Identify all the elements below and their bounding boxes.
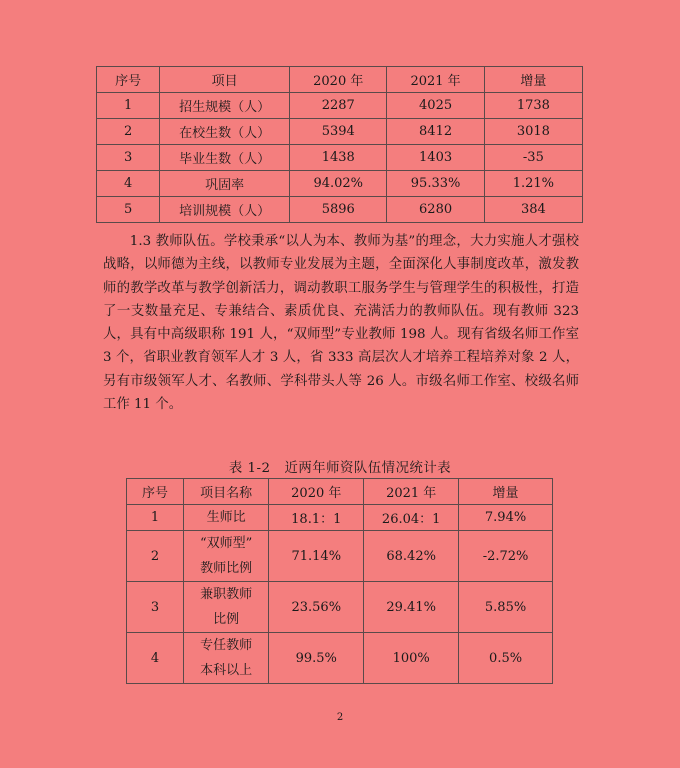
cell: -2.72% [459,531,553,582]
cell: 巩固率 [160,171,290,197]
cell: 3018 [484,119,582,145]
cell: 2287 [290,93,387,119]
body-paragraph: 1.3 教师队伍。学校秉承“以人为本、教师为基”的理念，大力实施人才强校战略，以师德为主线，以教师专业发展为主题，全面深化人事制度改革，激发教师的教学改革与教学创新活力，调动教职工服务学生与管理学生的积极性，打造了一支数量充足、专兼结合、素质优良、充满活力的教师队伍。现有教师 323 人，具有中高级职称 191 人，“双师型”专业教师 198 人。现有省级名师工作室 3 个，省职业教育领军人才 3 人，省 333 高层次人才培养工程培养对象 2 人，另有市级领军人才、名教师、学科带头人等 26 人。市级名师工作室、校级名师工作 11 个。 [103,234,579,413]
cell: -35 [484,145,582,171]
cell: 3 [127,582,184,633]
col-header: 增量 [484,67,582,93]
cell-line: 生师比 [206,510,246,525]
cell: 5394 [290,119,387,145]
cell: 3 [97,145,160,171]
cell [183,633,268,684]
cell: 2 [127,531,184,582]
table-header-row [97,67,583,93]
faculty-table [126,478,553,684]
cell: 68.42% [364,531,459,582]
cell: 71.14% [269,531,364,582]
cell-line: 兼职教师 [200,587,253,602]
cell: 5.85% [459,582,553,633]
cell: 1438 [290,145,387,171]
cell-line: 比例 [213,612,240,627]
col-header: 序号 [97,67,160,93]
col-header: 2021 年 [364,479,459,505]
col-header: 2021 年 [387,67,484,93]
cell [183,505,268,531]
cell: 2 [97,119,160,145]
cell-line: 本科以上 [200,663,253,678]
table-header-row [127,479,553,505]
table-row [127,582,553,633]
cell-line: 专任教师 [200,638,253,653]
cell: 100% [364,633,459,684]
col-header: 序号 [127,479,184,505]
cell: 384 [484,197,582,223]
col-header: 项目 [160,67,290,93]
cell: 7.94% [459,505,553,531]
cell: 招生规模（人） [160,93,290,119]
cell: 99.5% [269,633,364,684]
cell [183,582,268,633]
cell: 5896 [290,197,387,223]
cell: 4 [97,171,160,197]
enrollment-table [96,66,583,223]
cell [183,531,268,582]
cell: 94.02% [290,171,387,197]
col-header: 项目名称 [183,479,268,505]
cell: 毕业生数（人） [160,145,290,171]
cell: 95.33% [387,171,484,197]
cell: 1.21% [484,171,582,197]
page-number: 2 [336,712,344,723]
cell: 1 [97,93,160,119]
cell: 5 [97,197,160,223]
col-header: 2020 年 [269,479,364,505]
table-row [127,633,553,684]
cell: 6280 [387,197,484,223]
table-row [97,171,583,197]
table-row [97,119,583,145]
table-row [127,505,553,531]
cell: 培训规模（人） [160,197,290,223]
cell-line: 教师比例 [200,561,253,576]
cell: 4 [127,633,184,684]
col-header: 增量 [459,479,553,505]
cell: 23.56% [269,582,364,633]
table-caption: 表 1-2 近两年师资队伍情况统计表 [228,461,452,476]
cell: 26.04：1 [364,505,459,531]
cell: 1403 [387,145,484,171]
table-row [97,93,583,119]
table-row [97,197,583,223]
cell: 4025 [387,93,484,119]
cell: 在校生数（人） [160,119,290,145]
cell: 0.5% [459,633,553,684]
cell: 18.1：1 [269,505,364,531]
cell-line: “双师型” [199,536,253,551]
cell: 1 [127,505,184,531]
table-row [97,145,583,171]
col-header: 2020 年 [290,67,387,93]
cell: 8412 [387,119,484,145]
table-row [127,531,553,582]
cell: 1738 [484,93,582,119]
cell: 29.41% [364,582,459,633]
